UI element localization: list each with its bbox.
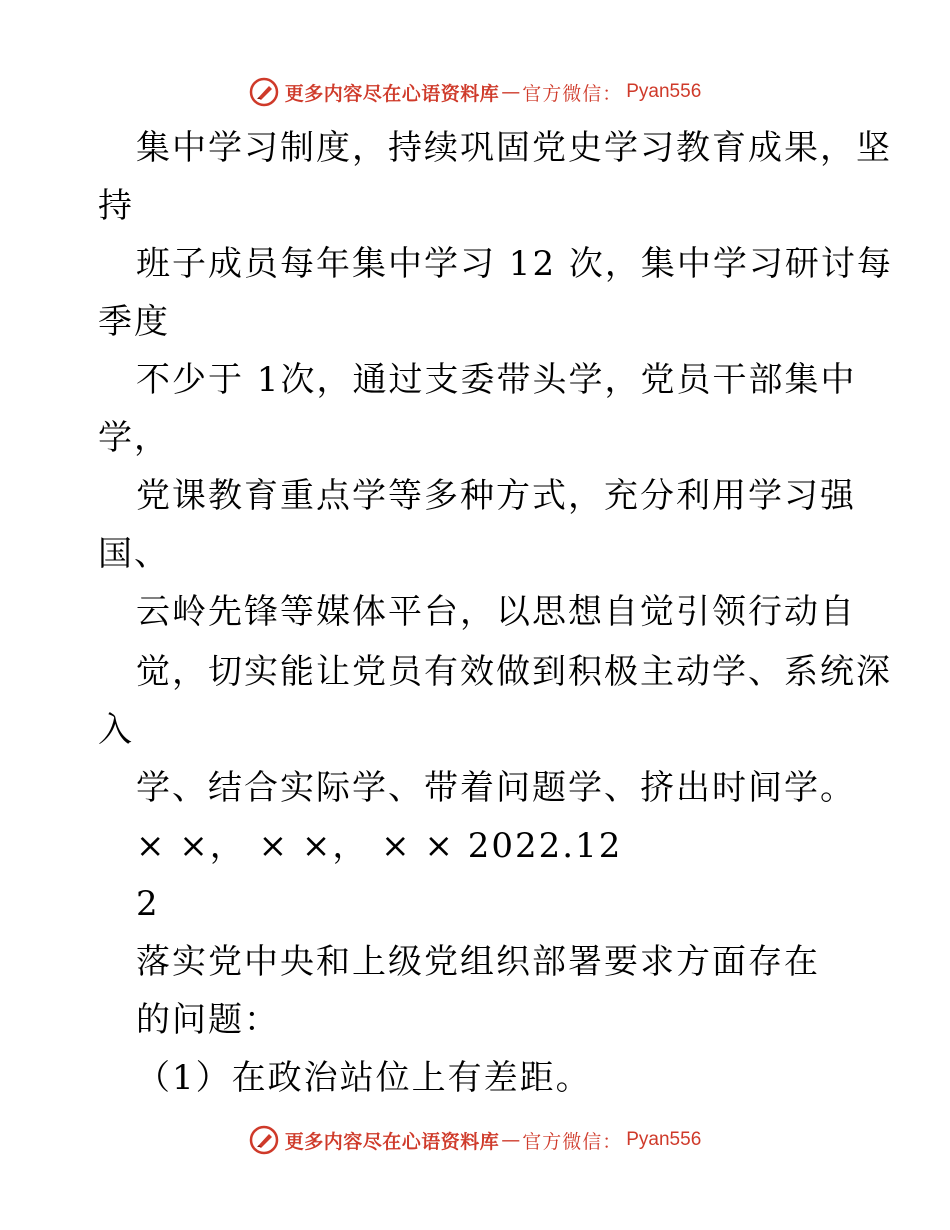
header-watermark (0, 72, 950, 112)
watermark-label: 官方微信： (522, 82, 623, 105)
date-line: × ×， × ×， × × 2022.12 (136, 826, 623, 866)
body-line-6: 学， (98, 418, 170, 458)
section-number: 2 (136, 884, 160, 924)
watermark-text: 更多内容尽在心语资料库 (284, 1130, 500, 1153)
watermark-dash: — (501, 81, 521, 103)
watermark-dash: — (501, 1129, 521, 1151)
footer-watermark (0, 1120, 950, 1160)
body-line-12: 学、结合实际学、带着问题学、挤出时间学。 (136, 768, 856, 808)
section-heading-line-1: 落实党中央和上级党组织部署要求方面存在 (136, 942, 820, 982)
body-line-5: 不少于 1次，通过支委带头学，党员干部集中 (136, 360, 857, 400)
subsection-heading: （1）在政治站位上有差距。 (136, 1058, 592, 1098)
watermark-label: 官方微信： (522, 1130, 623, 1153)
pen-logo-icon (249, 1125, 279, 1155)
section-heading-line-2: 的问题： (136, 1000, 280, 1040)
body-line-7: 党课教育重点学等多种方式，充分利用学习强 (136, 476, 856, 516)
body-line-11: 入 (98, 710, 134, 750)
body-line-2: 持 (98, 186, 134, 226)
pen-logo-icon (249, 77, 279, 107)
body-line-1: 集中学习制度，持续巩固党史学习教育成果，坚 (136, 128, 892, 168)
body-line-9: 云岭先锋等媒体平台，以思想自觉引领行动自 (136, 592, 856, 632)
body-line-8: 国、 (98, 534, 170, 574)
body-line-4: 季度 (98, 302, 170, 342)
watermark-text: 更多内容尽在心语资料库 (284, 82, 500, 105)
watermark-handle: Pyan556 (626, 1129, 702, 1150)
body-line-10: 觉，切实能让党员有效做到积极主动学、系统深 (136, 652, 892, 692)
watermark-handle: Pyan556 (626, 81, 702, 102)
body-line-3: 班子成员每年集中学习 12 次，集中学习研讨每 (136, 244, 893, 284)
